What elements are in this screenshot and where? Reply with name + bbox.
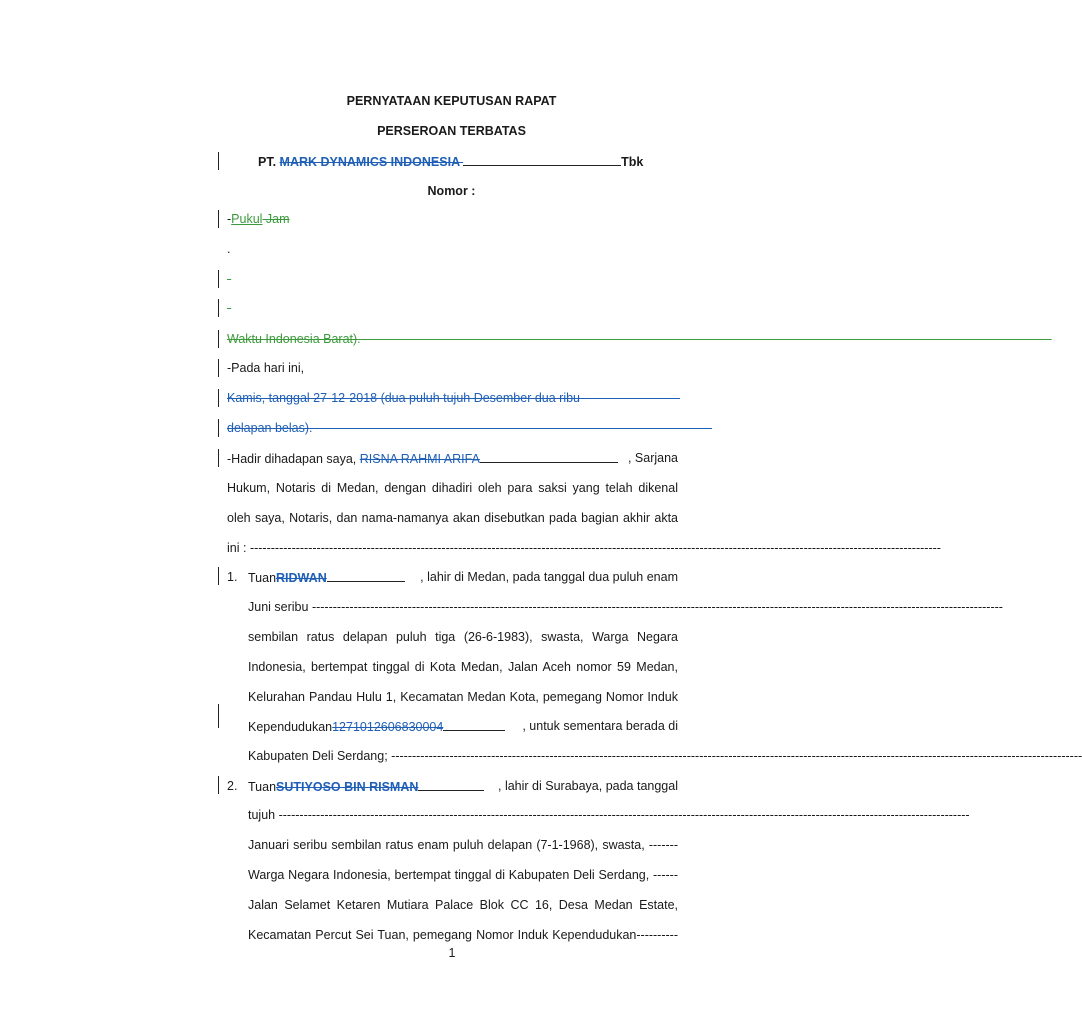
item1-line1 (248, 569, 678, 586)
item1-line6 (248, 718, 678, 735)
blank-line (327, 569, 405, 582)
change-bar (218, 359, 219, 377)
doc-title: PERNYATAAN KEPUTUSAN RAPAT (346, 94, 557, 108)
item1-line5: Kelurahan Pandau Hulu 1, Kecamatan Medan Kota, pemegang Nomor Induk (248, 690, 678, 704)
item2-line4: Warga Negara Indonesia, bertempat tinggal di Kabupaten Deli Serdang, ------ (248, 868, 678, 882)
pt-suffix: Tbk (621, 155, 644, 169)
dash-filler: ---------------------------------------------------------------------------------------------------------------------------------------------------------------------- (249, 541, 941, 555)
kamis-line (227, 390, 678, 406)
dot-line: . (227, 242, 231, 256)
notary-name: RISNA RAHMI ARIFA (359, 452, 480, 466)
blank-line (463, 153, 621, 166)
dash-filler: ---------------------------------------------------------------------------------------------------------------------------------------------------------------------- (391, 749, 1082, 763)
tuan-label: Tuan (248, 571, 277, 585)
jam-deleted: Jam (262, 212, 290, 226)
person-name: RIDWAN (276, 571, 327, 585)
dash-filler: ---------------------------------------------------------------------------------------------------------------------------------------------------------------------- (360, 332, 1052, 346)
company-name: MARK DYNAMICS INDONESIA (279, 155, 464, 169)
item1-line2 (248, 599, 1003, 615)
para-line: oleh saya, Notaris, dan nama-namanya akan disebutkan pada bagian akhir akta (227, 511, 678, 525)
change-bar (218, 270, 219, 288)
hadir-text: -Hadir dihadapan saya, (227, 452, 360, 466)
deleted-dash: - (227, 301, 232, 315)
nomor-label: Nomor : (427, 184, 476, 198)
text: Kependudukan (248, 720, 333, 734)
text: Juni seribu (248, 600, 312, 614)
hadir-post: , Sarjana (627, 451, 678, 465)
deleted-dash: - (227, 272, 232, 286)
item2-line6: Kecamatan Percut Sei Tuan, pemegang Nomor Induk Kependudukan---------- (248, 928, 678, 942)
nik-number: 1271012606830004 (332, 720, 444, 734)
company-line (258, 153, 643, 170)
blank-line (312, 428, 712, 429)
doc-subtitle: PERSEROAN TERBATAS (377, 124, 526, 138)
change-bar (218, 776, 219, 794)
page-number: 1 (448, 946, 456, 960)
blank-line (443, 718, 505, 731)
text: tujuh (248, 808, 279, 822)
pt-prefix: PT. (258, 155, 280, 169)
pukul-line (227, 211, 290, 227)
pada-hari-line: -Pada hari ini, (227, 361, 305, 375)
item2-l1-post: , lahir di Surabaya, pada tanggal (498, 779, 678, 793)
change-bar (218, 152, 219, 170)
text: Kabupaten Deli Serdang; (248, 749, 392, 763)
change-bar (218, 449, 219, 467)
item1-line7 (248, 748, 1082, 764)
para-line (227, 540, 941, 556)
dash: - (227, 212, 232, 226)
change-bar (218, 389, 219, 407)
blank-line (480, 450, 618, 463)
item1-line3: sembilan ratus delapan puluh tiga (26-6-1983), swasta, Warga Negara (248, 630, 678, 644)
item1-line4: Indonesia, bertempat tinggal di Kota Medan, Jalan Aceh nomor 59 Medan, (248, 660, 678, 674)
change-bar (218, 704, 219, 728)
person-name: SUTIYOSO BIN RISMAN (276, 780, 419, 794)
delapan-deleted: delapan belas). (227, 421, 313, 435)
hadir-line (227, 450, 678, 467)
change-bar (218, 330, 219, 348)
para-line: Hukum, Notaris di Medan, dengan dihadiri oleh para saksi yang telah dikenal (227, 481, 678, 495)
change-bar (218, 567, 219, 585)
dash-filler: ---------------------------------------------------------------------------------------------------------------------------------------------------------------------- (311, 600, 1003, 614)
ini-text: ini : (227, 541, 250, 555)
item2-line5: Jalan Selamet Ketaren Mutiara Palace Blok CC 16, Desa Medan Estate, (248, 898, 678, 912)
item-number: 2. (227, 779, 238, 793)
item1-l6-post: , untuk sementara berada di (522, 719, 678, 733)
pukul-inserted: Pukul (231, 212, 263, 226)
delapan-line (227, 420, 678, 436)
change-bar (218, 419, 219, 437)
item-number: 1. (227, 570, 238, 584)
change-bar (218, 299, 219, 317)
change-bar (218, 210, 219, 228)
blank-line (418, 778, 484, 791)
waktu-line (227, 331, 1052, 347)
tuan-label: Tuan (248, 780, 277, 794)
kamis-deleted: Kamis, tanggal 27-12-2018 (dua puluh tujuh Desember dua ribu (227, 391, 581, 405)
waktu-deleted: Waktu Indonesia Barat). (227, 332, 361, 346)
dash-filler: ---------------------------------------------------------------------------------------------------------------------------------------------------------------------- (278, 808, 970, 822)
item2-line3: Januari seribu sembilan ratus enam puluh delapan (7-1-1968), swasta, ------- (248, 838, 678, 852)
blank-line (580, 398, 680, 399)
item1-l1-post: , lahir di Medan, pada tanggal dua puluh enam (420, 570, 678, 584)
item2-line1 (248, 778, 678, 795)
item2-line2 (248, 807, 970, 823)
